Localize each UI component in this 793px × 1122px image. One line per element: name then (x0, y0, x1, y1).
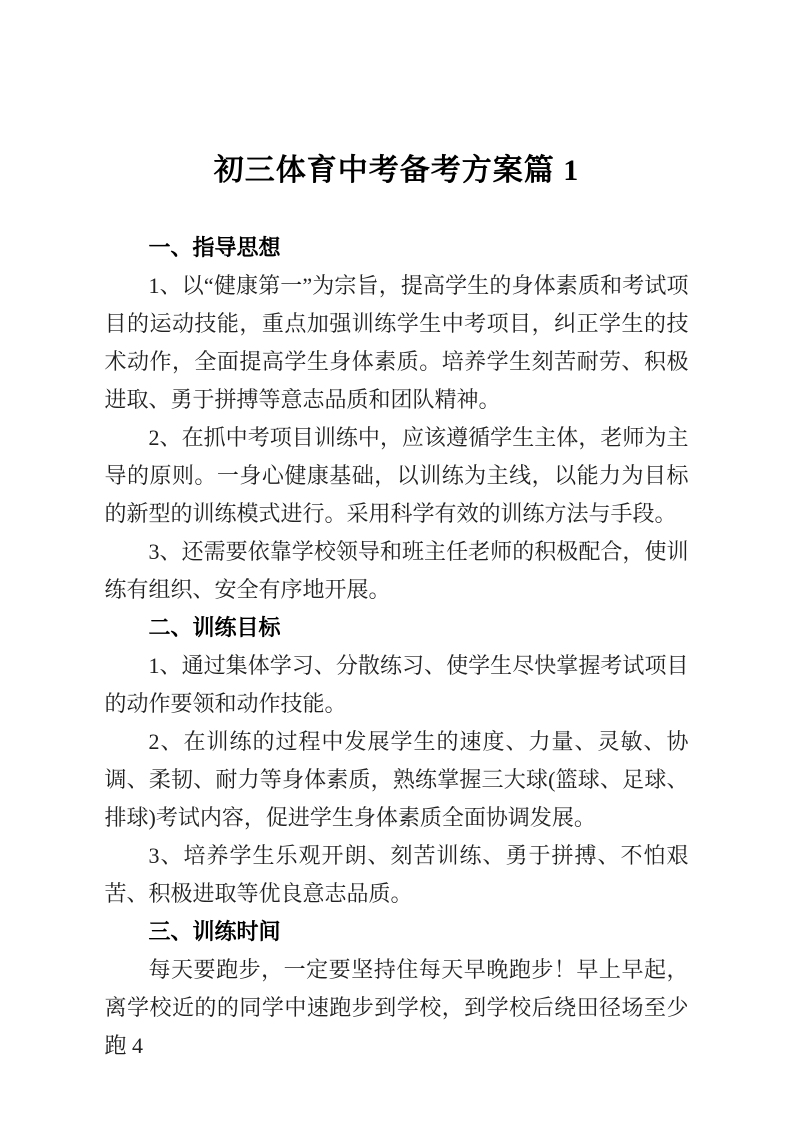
paragraph: 每天要跑步，一定要坚持住每天早晚跑步！早上早起，离学校近的的同学中速跑步到学校，到学校后绕田径场至少跑 4 (104, 957, 689, 1058)
paragraph: 1、通过集体学习、分散练习、使学生尽快掌握考试项目的动作要领和动作技能。 (104, 653, 689, 716)
paragraph: 3、培养学生乐观开朗、刻苦训练、勇于拼搏、不怕艰苦、积极进取等优良意志品质。 (104, 843, 689, 906)
section-heading: 二、训练目标 (148, 615, 281, 640)
paragraph: 3、还需要依靠学校领导和班主任老师的积极配合，使训练有组织、安全有序地开展。 (104, 539, 689, 602)
document-body (105, 229, 689, 1065)
document-title: 初三体育中考备考方案篇 1 (213, 154, 580, 187)
paragraph: 2、在抓中考项目训练中，应该遵循学生主体，老师为主导的原则。一身心健康基础，以训练为主线，以能力为目标的新型的训练模式进行。采用科学有效的训练方法与手段。 (104, 425, 689, 526)
section-heading: 一、指导思想 (148, 235, 281, 260)
paragraph: 1、以“健康第一”为宗旨，提高学生的身体素质和考试项目的运动技能，重点加强训练学生中考项目，纠正学生的技术动作，全面提高学生身体素质。培养学生刻苦耐劳、积极进取、勇于拼搏等意志品质和团队精神。 (104, 273, 689, 412)
section-heading: 三、训练时间 (148, 919, 281, 944)
paragraph: 2、在训练的过程中发展学生的速度、力量、灵敏、协调、柔韧、耐力等身体素质，熟练掌握三大球(篮球、足球、排球)考试内容，促进学生身体素质全面协调发展。 (104, 729, 689, 830)
